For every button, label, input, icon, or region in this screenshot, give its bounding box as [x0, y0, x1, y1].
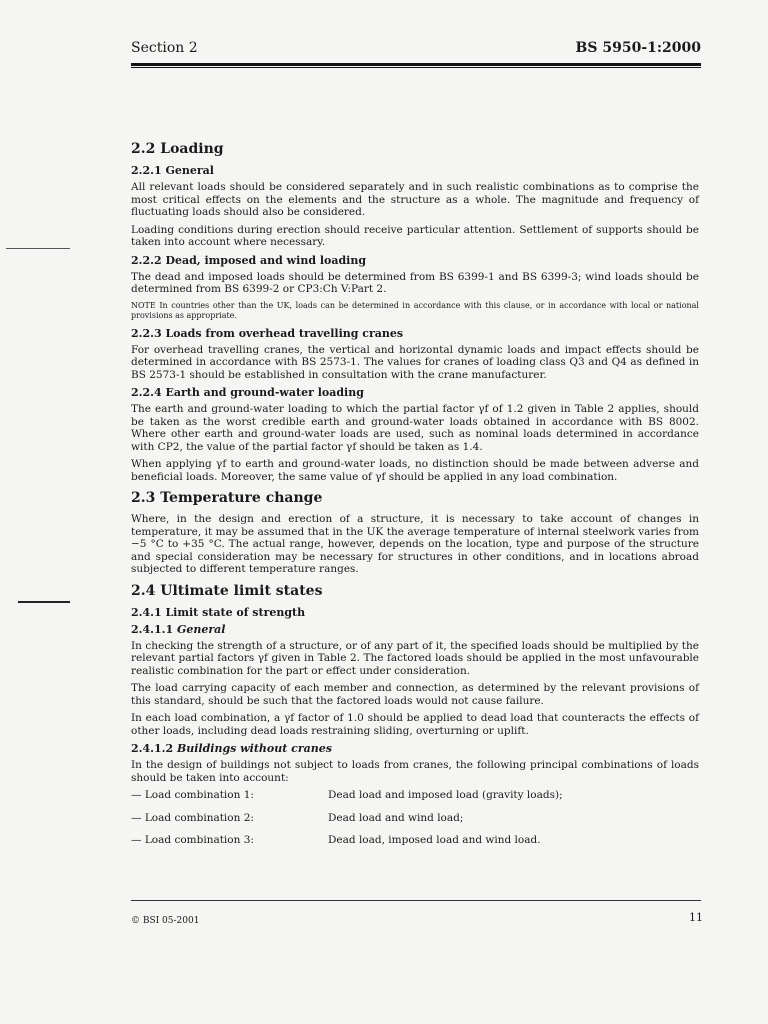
heading-2-4-1: 2.4.1 Limit state of strength [131, 605, 306, 619]
combination-description: Dead load and imposed load (gravity loads); [328, 789, 563, 801]
footer-rule [131, 900, 701, 901]
combination-description: Dead load and wind load; [328, 811, 464, 824]
paragraph: In the design of buildings not subject to loads from cranes, the following principal combinations of loads should be taken into account: [131, 759, 699, 784]
load-combination-item [131, 812, 699, 825]
paragraph: The dead and imposed loads should be determined from BS 6399-1 and BS 6399-3; wind loads should be determined from BS 6399-2 or CP3:Ch V:Part 2. [131, 270, 699, 295]
heading-2-2-4: 2.2.4 Earth and ground-water loading [131, 386, 364, 399]
page-number: 11 [689, 911, 703, 924]
heading-2-4: 2.4 Ultimate limit states [131, 582, 323, 599]
margin-change-mark [18, 601, 70, 603]
combination-label: — Load combination 3: [131, 834, 254, 846]
heading-number: 2.4.1.2 [131, 742, 177, 755]
page-header [131, 40, 701, 62]
margin-change-mark [6, 248, 70, 249]
heading-title: General [176, 622, 226, 636]
copyright-notice: © BSI 05-2001 [131, 916, 200, 926]
load-combination-item [131, 834, 699, 847]
paragraph: All relevant loads should be considered separately and in such realistic combinations as to comprise the most critical effects on the elements and the structure as a whole. The magnitude and frequency of fluctuating loads should also be considered. [131, 181, 699, 218]
standard-number: BS 5950-1:2000 [575, 40, 701, 56]
heading-title: Buildings without cranes [176, 742, 332, 755]
header-rule-thin [131, 67, 701, 68]
combination-description: Dead load, imposed load and wind load. [328, 834, 541, 846]
heading-2-3: 2.3 Temperature change [131, 490, 323, 506]
page-content [131, 140, 699, 857]
combination-label: — Load combination 2: [131, 811, 254, 824]
note: NOTE In countries other than the UK, loads can be determined in accordance with this clause, or in accordance with local or national provisions as appropriate. [131, 300, 699, 320]
heading-2-2-2: 2.2.2 Dead, imposed and wind loading [131, 253, 367, 267]
heading-2-2-1: 2.2.1 General [131, 164, 214, 177]
paragraph: In checking the strength of a structure, or of any part of it, the specified loads should be multiplied by the relevant partial factors γf given in Table 2. The factored loads should be applied in the most unfavourable realistic combination for the part or effect under consideration. [131, 639, 699, 677]
heading-number: 2.4.1.1 [131, 622, 177, 636]
paragraph: Loading conditions during erection should receive particular attention. Settlement of supports should be taken into account where necessary. [131, 223, 699, 248]
combination-label: — Load combination 1: [131, 789, 254, 801]
heading-2-4-1-2 [131, 742, 699, 756]
paragraph: For overhead travelling cranes, the vertical and horizontal dynamic loads and impact effects should be determined in accordance with BS 2573-1. The values for cranes of loading class Q3 and Q4 as defined in BS 2573-1 should be established in consultation with the crane manufacturer. [131, 343, 699, 381]
paragraph: When applying γf to earth and ground-water loads, no distinction should be made between adverse and beneficial loads. Moreover, the same value of γf should be applied in any load combination. [131, 458, 699, 483]
paragraph: The earth and ground-water loading to which the partial factor γf of 1.2 given in Table 2 applies, should be taken as the worst credible earth and ground-water loads obtained in accordance with BS 8002. Where other earth and ground-water loads are used, such as nominal loads determined in accordance with CP2, the value of the partial factor γf should be taken as 1.4. [131, 403, 699, 453]
paragraph: Where, in the design and erection of a structure, it is necessary to take account of changes in temperature, it may be assumed that in the UK the average temperature of internal steelwork varies from −5 °C to +35 °C. The actual range, however, depends on the location, type and purpose of the structure and special consideration may be necessary for structures in other conditions, and in locations abroad subjected to different temperature ranges. [131, 513, 699, 575]
section-label: Section 2 [131, 40, 198, 56]
paragraph: In each load combination, a γf factor of 1.0 should be applied to dead load that counteracts the effects of other loads, including dead loads restraining sliding, overturning or uplift. [131, 712, 699, 737]
heading-2-2: 2.2 Loading [131, 141, 224, 157]
paragraph: The load carrying capacity of each member and connection, as determined by the relevant provisions of this standard, should be such that the factored loads would not cause failure. [131, 682, 699, 707]
heading-2-4-1-1 [131, 623, 699, 637]
load-combination-item [131, 789, 699, 802]
header-rule-thick [131, 63, 701, 66]
heading-2-2-3: 2.2.3 Loads from overhead travelling cranes [131, 326, 404, 340]
